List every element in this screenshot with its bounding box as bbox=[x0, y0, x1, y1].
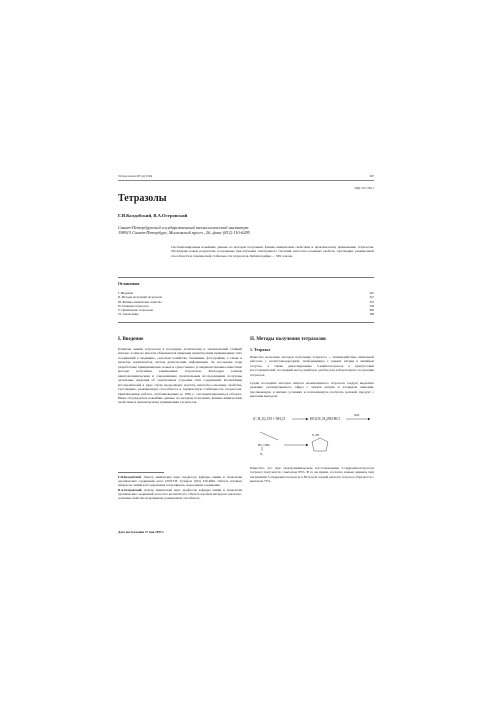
toc-heading: Оглавление bbox=[118, 281, 140, 286]
arrow-head bbox=[306, 418, 309, 420]
divider bbox=[118, 322, 374, 323]
scheme-reactant: (C₂H₅O)₃CH + NH₄Cl bbox=[253, 417, 286, 421]
toc-item: I. Введение 347 bbox=[118, 291, 374, 295]
methods-text-3: Известно, что при электрохимическом восстановлении 5-гидразинотетразола тетразол получается с выходом 83%. В то же время, согласно новым данным, при нагревании 5-гидразинотетразола в 85%-ной серной кислоте тетразол образуется с выходом 73%. bbox=[250, 466, 374, 484]
institution bbox=[118, 225, 374, 236]
abstract: Систематизированы новейшие данные по методам получения, физико-химическим свойствам и практическому применению тетразолов. Обсуждены новые результаты, полученные при изучении электронного строения, кислотно-основных свойств, таутомерии, реакционной способности и термической стабильности тетразолов. Библиография — 369 ссылок. bbox=[171, 245, 374, 258]
reaction-scheme bbox=[250, 410, 374, 462]
header-rule bbox=[118, 180, 374, 181]
author2-note: В.А.Островский. Доктор химических наук, профессор кафедры химии и технологии органических соединений азота того же института. Область научных интересов: кислотно-основные свойства гетероциклов, реакционная способность. bbox=[118, 487, 242, 501]
table-of-contents bbox=[118, 291, 374, 317]
institution-address: 198013 Санкт-Петербург, Московский просп., 26, факс (812) 110-6285 bbox=[118, 230, 250, 236]
divider bbox=[118, 277, 374, 278]
toc-item: IV. Реакции тетразолов 358 bbox=[118, 303, 374, 308]
arrow-head bbox=[306, 444, 309, 446]
toc-item: V. Применение тетразолов 366 bbox=[118, 308, 374, 313]
methods-text-2: Среди последних методов синтеза незамещенного тетразола следует выделить реакцию ортомуравьиного эфира с азидом натрия и хлоридом аммония, протекающую в мягких условиях и позволяющую получать целевой продукт с высоким выходом. bbox=[250, 381, 374, 399]
left-molecule: HC=NH bbox=[258, 443, 270, 447]
tetrazole-ring bbox=[312, 438, 328, 451]
arrow-head bbox=[368, 418, 371, 420]
ring-label: N–NH bbox=[312, 434, 319, 437]
article-title: Тетразолы bbox=[118, 193, 167, 204]
methods-text-1: Известно несколько методов получения тетразола — взаимодействие синильной кислоты с азотистоводородной, тиоформамида с азидом натрия в кипящем толуоле, а также диазотирование 5-аминотетразола в присутствии восстановителей; последний метод наиболее удобен для лабораторного получения тетразола. bbox=[250, 355, 374, 377]
toc-item: VI. Заключение 368 bbox=[118, 312, 374, 317]
author1-note: Г.И.Колдобский. Доктор химических наук, профессор кафедры химии и технологии органических соединений азота СПбГТИ. Телефон: (812) 259-4840. Область научных интересов: химия азотсодержащих гетероциклов, энергоемкие соединения. bbox=[118, 475, 242, 488]
udk-code: УДК 547.796.1 bbox=[354, 186, 374, 190]
page-number: 347 bbox=[369, 174, 374, 178]
journal-header: Успехи химии 63 (4) 1994 bbox=[118, 174, 153, 178]
section-heading-methods: II. Методы получения тетразолов bbox=[250, 337, 326, 342]
institution-name: Санкт-Петербургский государственный технологический институт bbox=[118, 225, 249, 230]
section-heading-introduction: I. Введение bbox=[118, 337, 144, 342]
scheme-intermediate: HC(OC₂H₅)NH·HCl bbox=[310, 417, 340, 421]
left-molecule-sub: N₃ bbox=[260, 452, 264, 456]
footnote-rule bbox=[118, 472, 164, 473]
arrow-reagent: NaN₃ bbox=[354, 414, 361, 417]
subsection-heading-tetrazole: 1. Тетразол bbox=[250, 347, 271, 352]
toc-item: III. Физико-химические свойства 352 bbox=[118, 299, 374, 304]
received-date: Дата поступления 27 мая 1993 г. bbox=[118, 530, 165, 534]
author-footnote bbox=[118, 475, 242, 500]
article-authors: Г.И.Колдобский, В.А.Островский bbox=[118, 213, 188, 218]
introduction-text: Развитие химии тетразолов в последние десятилетия и значительный стойкий интерес к ним во многом объясняются широким практическим применением этих соединений в медицине, сельском хозяйстве, биохимии, фотографии, а также в качестве компонентов систем регистрации информации. За последние годы разработаны принципиально новые и существенно усовершенствованы известные методы получения замещенных тетразолов. Благодаря точным квантовохимическим и современным спектральным исследованиям получены детальные сведения об электронном строении этих соединений. Коллективы исследователей в ряде стран продолжают изучать кислотно-основные свойства, таутомерию, реакционную способность и термическую стабильность тетразолов. Оригинальные работы, опубликованные до 1981 г., систематизированы в обзорах. Ниже обсуждаются новейшие данные по методам получения, физико-химическим свойствам и практическому применению тетразолов. bbox=[118, 347, 242, 405]
toc-item: II. Методы получения тетразолов 347 bbox=[118, 295, 374, 300]
reaction-arrow bbox=[260, 432, 278, 440]
